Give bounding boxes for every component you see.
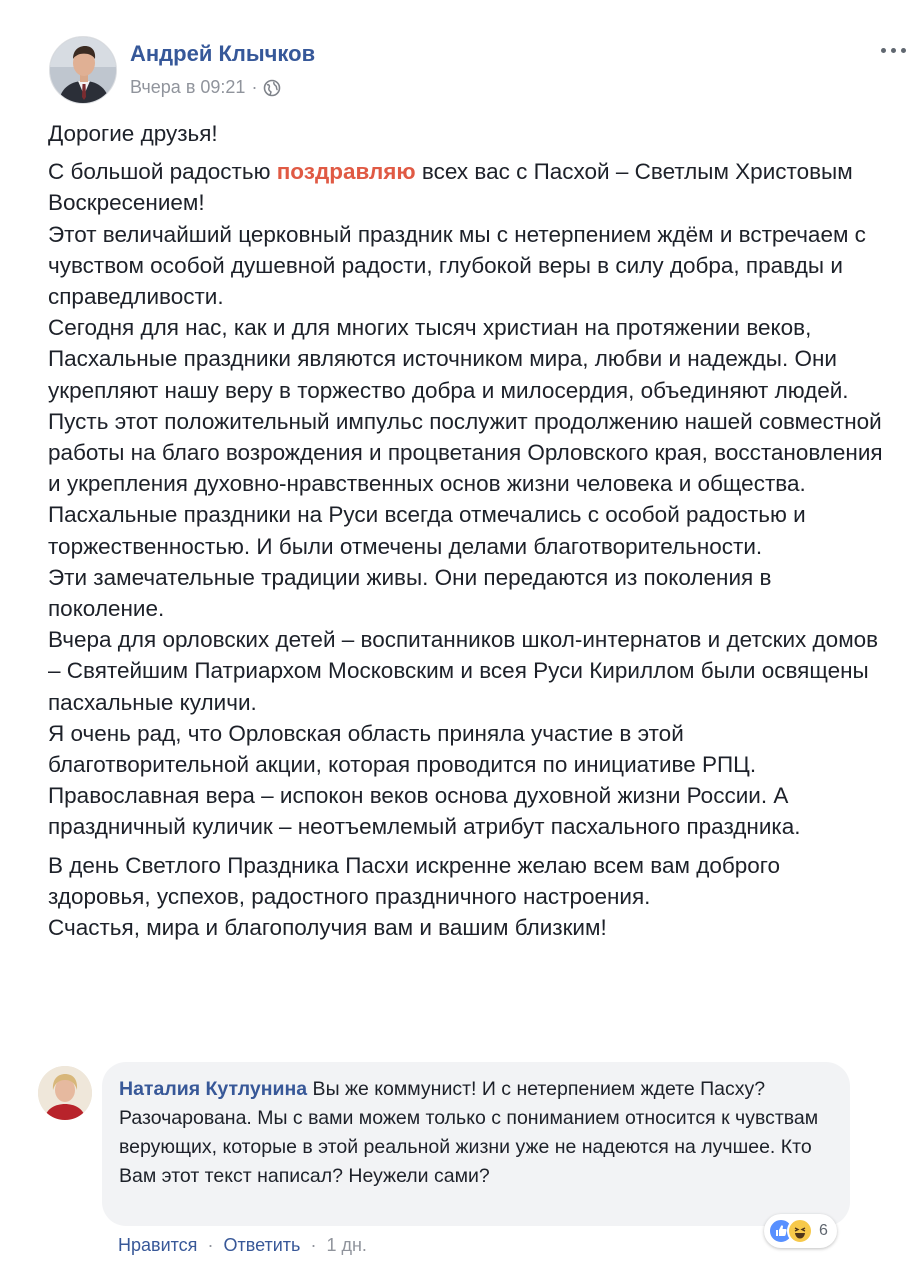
author-photo (50, 37, 117, 104)
more-dot (891, 48, 896, 53)
action-separator: · (310, 1235, 317, 1255)
comment-time[interactable]: 1 дн. (326, 1235, 367, 1255)
post-header (49, 36, 909, 108)
post-paragraph: Вчера для орловских детей – воспитанников школ-интернатов и детских домов – Святейшим Патриархом Московским и всея Руси Кириллом были освящены пасхальные куличи. (48, 627, 879, 715)
reaction-count: 6 (819, 1222, 828, 1239)
post-greeting: Дорогие друзья! (48, 121, 218, 146)
post-paragraph: Православная вера – испокон веков основа духовной жизни России. А праздничный куличик – неотъемлемый атрибут пасхального праздника. (48, 783, 801, 840)
post-paragraph: Пасхальные праздники на Руси всегда отмечались с особой радостью и торжественностью. И были отмечены делами благотворительности. (48, 502, 806, 559)
highlighted-word: поздравляю (276, 159, 416, 185)
comment-author[interactable]: Наталия Кутлунина (119, 1078, 308, 1100)
meta-separator: · (251, 77, 258, 97)
comment-bubble (102, 1062, 850, 1226)
like-button[interactable]: Нравится (118, 1235, 198, 1255)
commenter-avatar[interactable] (38, 1066, 92, 1120)
intro-text-before: С большой радостью (48, 159, 277, 185)
post-closing (48, 850, 888, 944)
post-intro (48, 156, 888, 218)
intro-text-after: всех вас с Пасхой – Светлым Христовым Воскресением! (48, 159, 853, 216)
post-text (48, 118, 888, 943)
post-paragraph: Сегодня для нас, как и для многих тысяч христиан на протяжении веков, Пасхальные праздники являются источником мира, любви и надежды. Они укрепляют нашу веру в торжество добра и милосердия, объединяют людей. (48, 315, 849, 403)
comment-actions (118, 1235, 367, 1256)
closing-line: В день Светлого Праздника Пасхи искренне желаю всем вам доброго здоровья, успехов, радостного праздничного настроения. (48, 852, 780, 909)
more-dot (901, 48, 906, 53)
closing-line: Счастья, мира и благополучия вам и вашим близким! (48, 915, 607, 941)
author-avatar[interactable] (49, 36, 117, 104)
commenter-photo (38, 1066, 92, 1120)
post-meta (130, 77, 281, 98)
haha-icon (787, 1218, 813, 1244)
post-paragraph: Я очень рад, что Орловская область приняла участие в этой благотворительной акции, которая проводится по инициативе РПЦ. (48, 720, 757, 778)
post-paragraph: Этот величайший церковный праздник мы с нетерпением ждём и встречаем с чувством особой душевной радости, глубокой веры в силу добра, правды и справедливости. (48, 221, 866, 310)
more-options-icon[interactable] (877, 40, 909, 60)
reply-button[interactable]: Ответить (223, 1235, 301, 1255)
post-paragraph: Эти замечательные традиции живы. Они передаются из поколения в поколение. (48, 564, 772, 622)
reactions-summary[interactable] (764, 1214, 837, 1248)
comment-text: Вы же коммунист! И с нетерпением ждете Пасху? Разочарована. Мы с вами можем только с пониманием относится к чувствам верующих, которые в этой реальной жизни уже не надеются на лучшее. Кто Вам этот текст написал? Неужели сами? (119, 1078, 819, 1187)
post-paragraph-group (48, 156, 888, 842)
post-timestamp[interactable]: Вчера в 09:21 (130, 77, 246, 97)
more-dot (881, 48, 886, 53)
author-name[interactable]: Андрей Клычков (130, 41, 316, 66)
post-paragraph: Пусть этот положительный импульс послужит продолжению нашей совместной работы на благо возрождения и процветания Орловского края, восстановления и укрепления духовно-нравственных основ жизни человека и общества. (48, 408, 883, 497)
action-separator: · (207, 1235, 214, 1255)
globe-icon[interactable] (263, 79, 281, 97)
